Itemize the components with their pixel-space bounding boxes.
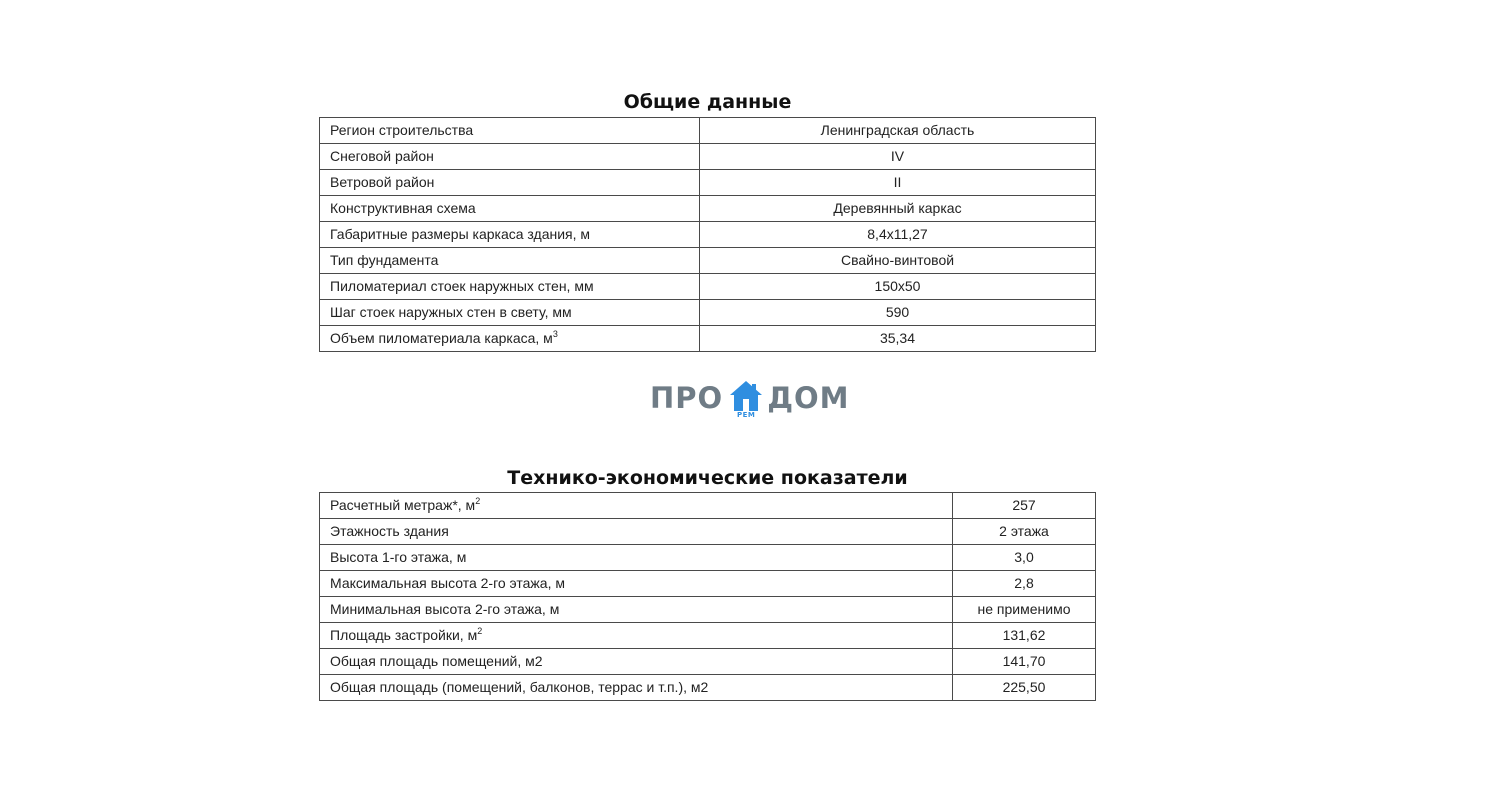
row-label: Общая площадь помещений, м2 xyxy=(320,649,953,675)
table-row xyxy=(320,222,1096,248)
row-label: Пиломатериал стоек наружных стен, мм xyxy=(320,274,700,300)
row-value: не применимо xyxy=(953,597,1096,623)
table-row xyxy=(320,144,1096,170)
row-value: 131,62 xyxy=(953,623,1096,649)
row-value: Ленинградская область xyxy=(700,118,1096,144)
table-row xyxy=(320,326,1096,352)
table-row xyxy=(320,493,1096,519)
prodom-logo xyxy=(650,378,850,423)
row-value: 8,4x11,27 xyxy=(700,222,1096,248)
general-data-table xyxy=(319,117,1096,352)
row-value: 225,50 xyxy=(953,675,1096,701)
logo-sub-text: РЕМ xyxy=(736,411,756,419)
row-value: 150x50 xyxy=(700,274,1096,300)
row-label: Объем пиломатериала каркаса, $м^3$ xyxy=(320,326,700,352)
table-row xyxy=(320,675,1096,701)
row-value: 141,70 xyxy=(953,649,1096,675)
table-row xyxy=(320,571,1096,597)
row-value: Деревянный каркас xyxy=(700,196,1096,222)
unit-superscript: 3 xyxy=(552,329,558,339)
row-label: Тип фундамента xyxy=(320,248,700,274)
row-label: Этажность здания xyxy=(320,519,953,545)
row-value: II xyxy=(700,170,1096,196)
row-value: 35,34 xyxy=(700,326,1096,352)
row-label: Регион строительства xyxy=(320,118,700,144)
general-data-title: Общие данные xyxy=(623,91,792,113)
row-value: 257 xyxy=(953,493,1096,519)
tech-indicators-table xyxy=(319,492,1096,701)
row-label: Расчетный метраж*, $м^2$ xyxy=(320,493,953,519)
row-value: IV xyxy=(700,144,1096,170)
table-row xyxy=(320,649,1096,675)
row-label: Шаг стоек наружных стен в свету, мм xyxy=(320,300,700,326)
row-label: Максимальная высота 2-го этажа, м xyxy=(320,571,953,597)
table-row xyxy=(320,170,1096,196)
table-row xyxy=(320,519,1096,545)
unit-superscript: 2 xyxy=(477,626,483,636)
table-row xyxy=(320,118,1096,144)
row-label: Габаритные размеры каркаса здания, м xyxy=(320,222,700,248)
table-row xyxy=(320,545,1096,571)
row-value: 3,0 xyxy=(953,545,1096,571)
table-row xyxy=(320,248,1096,274)
row-label: Снеговой район xyxy=(320,144,700,170)
table-row xyxy=(320,274,1096,300)
logo-right-word: ДОМ xyxy=(767,381,850,415)
house-icon xyxy=(729,378,763,422)
table-row xyxy=(320,623,1096,649)
row-value: Свайно-винтовой xyxy=(700,248,1096,274)
row-label: Минимальная высота 2-го этажа, м xyxy=(320,597,953,623)
row-value: 590 xyxy=(700,300,1096,326)
row-label: Общая площадь (помещений, балконов, террас и т.п.), м2 xyxy=(320,675,953,701)
table-row xyxy=(320,300,1096,326)
row-value: 2 этажа xyxy=(953,519,1096,545)
row-label: Площадь застройки, $м^2$ xyxy=(320,623,953,649)
table-row xyxy=(320,597,1096,623)
logo-left-word: ПРО xyxy=(650,381,724,415)
unit-superscript: 2 xyxy=(475,496,481,506)
row-label: Конструктивная схема xyxy=(320,196,700,222)
row-value: 2,8 xyxy=(953,571,1096,597)
row-label: Высота 1-го этажа, м xyxy=(320,545,953,571)
row-label: Ветровой район xyxy=(320,170,700,196)
tech-indicators-title: Технико-экономические показатели xyxy=(507,467,908,489)
table-row xyxy=(320,196,1096,222)
